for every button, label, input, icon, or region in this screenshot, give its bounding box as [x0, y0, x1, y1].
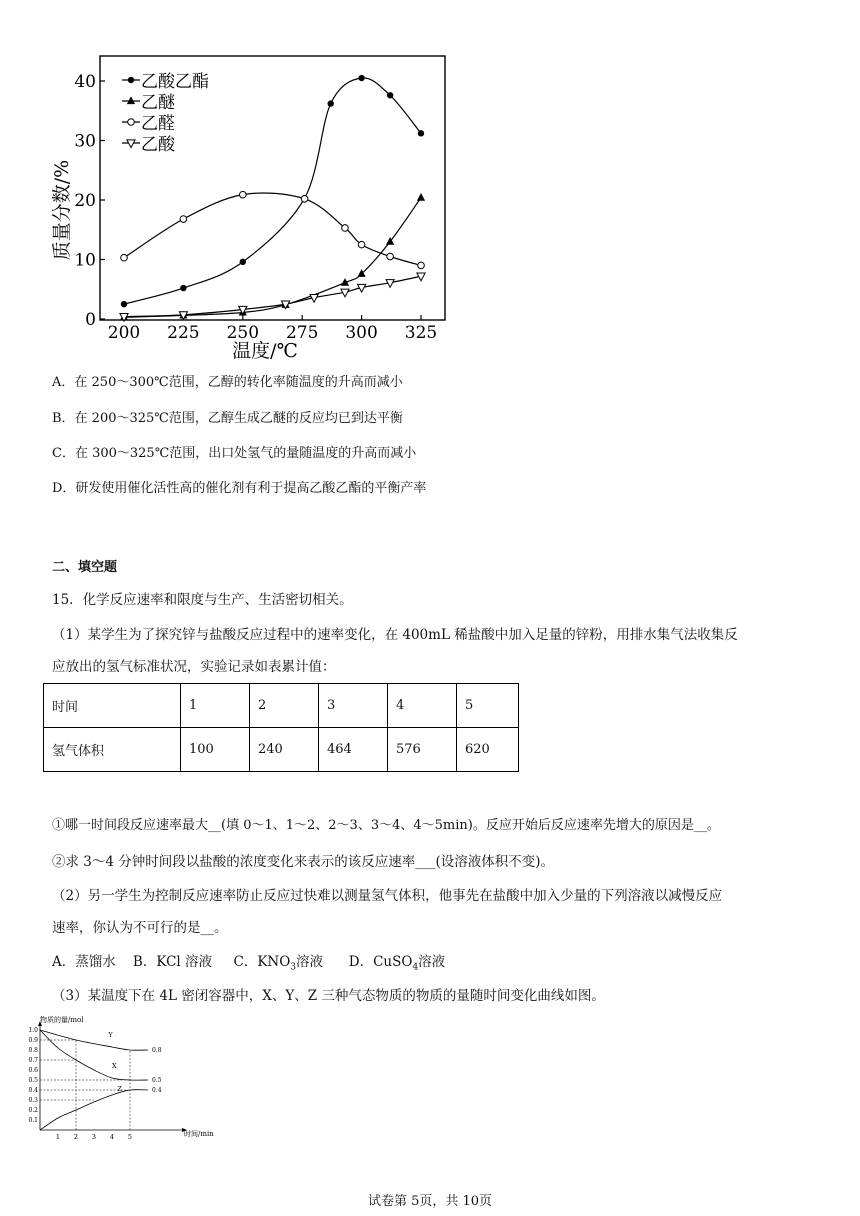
data-point — [328, 100, 334, 106]
data-point — [342, 225, 349, 232]
data-point — [387, 253, 394, 260]
sub-question-1: ①哪一时间段反应速率最大__(填 0～1、1～2、2～3、3～4、4～5min)。反应开始后反应速率先增大的原因是__。 — [52, 818, 720, 833]
data-point — [301, 196, 308, 203]
table-cell: 3 — [319, 684, 388, 728]
part1-line2: 应放出的氢气标准状况，实验记录如表累计值： — [52, 659, 336, 675]
x-tick-label: 325 — [404, 323, 438, 343]
y-tick-label: 0.7 — [28, 1057, 38, 1065]
y-tick-label: 0.1 — [28, 1117, 38, 1125]
table-row — [44, 684, 519, 728]
data-point — [240, 191, 247, 198]
y-tick-label: 0.6 — [28, 1067, 38, 1075]
table-cell: 464 — [319, 728, 388, 772]
data-point — [417, 193, 425, 201]
legend-marker — [128, 119, 135, 126]
sub-question-2: ②求 3～4 分钟时间段以盐酸的浓度变化来表示的该反应速率___(设溶液体积不变)。 — [52, 854, 555, 870]
x-tick-label: 200 — [107, 323, 141, 343]
y-tick-label: 0.4 — [28, 1087, 38, 1095]
y-tick-label: 40 — [74, 72, 96, 92]
table-cell: 620 — [457, 728, 519, 772]
data-point — [358, 241, 365, 248]
y-tick-label: 0.8 — [28, 1047, 38, 1055]
legend-label: 乙醚 — [141, 93, 175, 113]
x-tick-label: 4 — [109, 1133, 115, 1141]
y-tick-label: 0.5 — [28, 1077, 38, 1085]
table-cell: 100 — [181, 728, 250, 772]
legend-label: 乙酸乙酯 — [141, 72, 209, 92]
y-tick-label: 0.2 — [28, 1107, 38, 1115]
data-point — [418, 130, 424, 136]
data-point — [121, 254, 128, 261]
data-point — [121, 301, 127, 307]
option-a: A．在 250～300℃范围，乙醇的转化率随温度的升高而减小 — [52, 375, 403, 390]
option-b: B．在 200～325℃范围，乙醇生成乙醚的反应均已到达平衡 — [52, 411, 403, 426]
series-label: Y — [108, 1031, 113, 1039]
legend-marker — [127, 96, 135, 104]
option-d: D．研发使用催化活性高的催化剂有利于提高乙酸乙酯的平衡产率 — [52, 481, 427, 496]
series-label: Z — [117, 1085, 122, 1093]
data-point — [180, 285, 186, 291]
question-15-stem: 15．化学反应速率和限度与生产、生活密切相关。 — [52, 592, 353, 608]
table-cell: 240 — [250, 728, 319, 772]
legend-label: 乙酸 — [141, 135, 175, 155]
table-cell: 5 — [457, 684, 519, 728]
data-point — [358, 75, 364, 81]
series-line — [40, 1030, 148, 1050]
series-line — [124, 276, 421, 316]
series-line — [124, 193, 421, 265]
y-tick-label: 0 — [85, 310, 96, 330]
table-cell: 1 — [181, 684, 250, 728]
y-axis-label: 物质的量/mol — [40, 1016, 84, 1024]
end-value-label: 0.8 — [152, 1047, 162, 1055]
y-axis-label: 质量分数/% — [51, 159, 73, 261]
data-point — [180, 216, 187, 223]
section-title: 二、填空题 — [52, 560, 118, 575]
x-tick-label: 250 — [226, 323, 260, 343]
mass-fraction-chart — [40, 50, 460, 370]
x-tick-label: 5 — [127, 1133, 133, 1141]
part2-line2: 速率，你认为不可行的是__。 — [52, 920, 228, 936]
table-cell: 576 — [388, 728, 457, 772]
legend-label: 乙醛 — [141, 114, 175, 134]
y-tick-label: 0.9 — [28, 1037, 38, 1045]
page-footer: 试卷第 5页，共 10页 — [367, 1194, 493, 1209]
series-line — [124, 198, 421, 318]
part1-line1: （1）某学生为了探究锌与盐酸反应过程中的速率变化，在 400mL 稀盐酸中加入足量的锌粉，用排水集气法收集反 — [52, 627, 738, 643]
series-line — [40, 1090, 148, 1130]
table-cell: 4 — [388, 684, 457, 728]
part2-line1: （2）另一学生为控制反应速率防止反应过快难以测量氢气体积，他事先在盐酸中加入少量的下列溶液以减慢反应 — [52, 888, 723, 904]
x-axis-label: 时间/min — [184, 1130, 214, 1138]
y-tick-label: 10 — [74, 250, 96, 271]
end-value-label: 0.5 — [152, 1077, 162, 1085]
option-c: C．$KNO_3$溶液 — [233, 954, 324, 973]
y-tick-label: 20 — [74, 191, 96, 211]
legend-marker — [127, 140, 135, 148]
part2-options — [52, 952, 445, 978]
legend-marker — [128, 77, 134, 83]
data-point — [240, 259, 246, 265]
data-point — [387, 92, 393, 98]
hydrogen-volume-table — [43, 683, 519, 772]
xyz-amount-chart — [28, 1012, 228, 1144]
y-tick-label: 1.0 — [28, 1027, 38, 1035]
option-d: D．CuSO$_4$溶液 — [348, 954, 446, 973]
table-row — [44, 728, 519, 772]
series-label: X — [112, 1062, 117, 1070]
table-cell: 2 — [250, 684, 319, 728]
y-tick-label: 0.3 — [28, 1097, 38, 1105]
option-a: A．蒸馏水 — [52, 954, 116, 970]
option-b: B．KCl 溶液 — [132, 954, 213, 970]
part3-text: （3）某温度下在 4L 密闭容器中，X、Y、Z 三种气态物质的物质的量随时间变化曲线如图。 — [52, 988, 605, 1004]
table-cell: 时间 — [44, 684, 181, 728]
x-tick-label: 1 — [55, 1133, 61, 1141]
option-c: C．在 300～325℃范围，出口处氢气的量随温度的升高而减小 — [52, 446, 417, 461]
end-value-label: 0.4 — [152, 1087, 162, 1095]
table-cell: 氢气体积 — [44, 728, 181, 772]
x-tick-label: 2 — [73, 1133, 79, 1141]
x-tick-label: 300 — [345, 323, 378, 343]
y-tick-label: 30 — [74, 131, 96, 152]
series-line — [40, 1030, 148, 1080]
data-point — [418, 262, 425, 269]
x-tick-label: 275 — [285, 323, 319, 343]
x-axis-label: 温度/℃ — [232, 340, 298, 362]
x-tick-label: 3 — [91, 1133, 97, 1141]
x-tick-label: 225 — [167, 323, 200, 343]
